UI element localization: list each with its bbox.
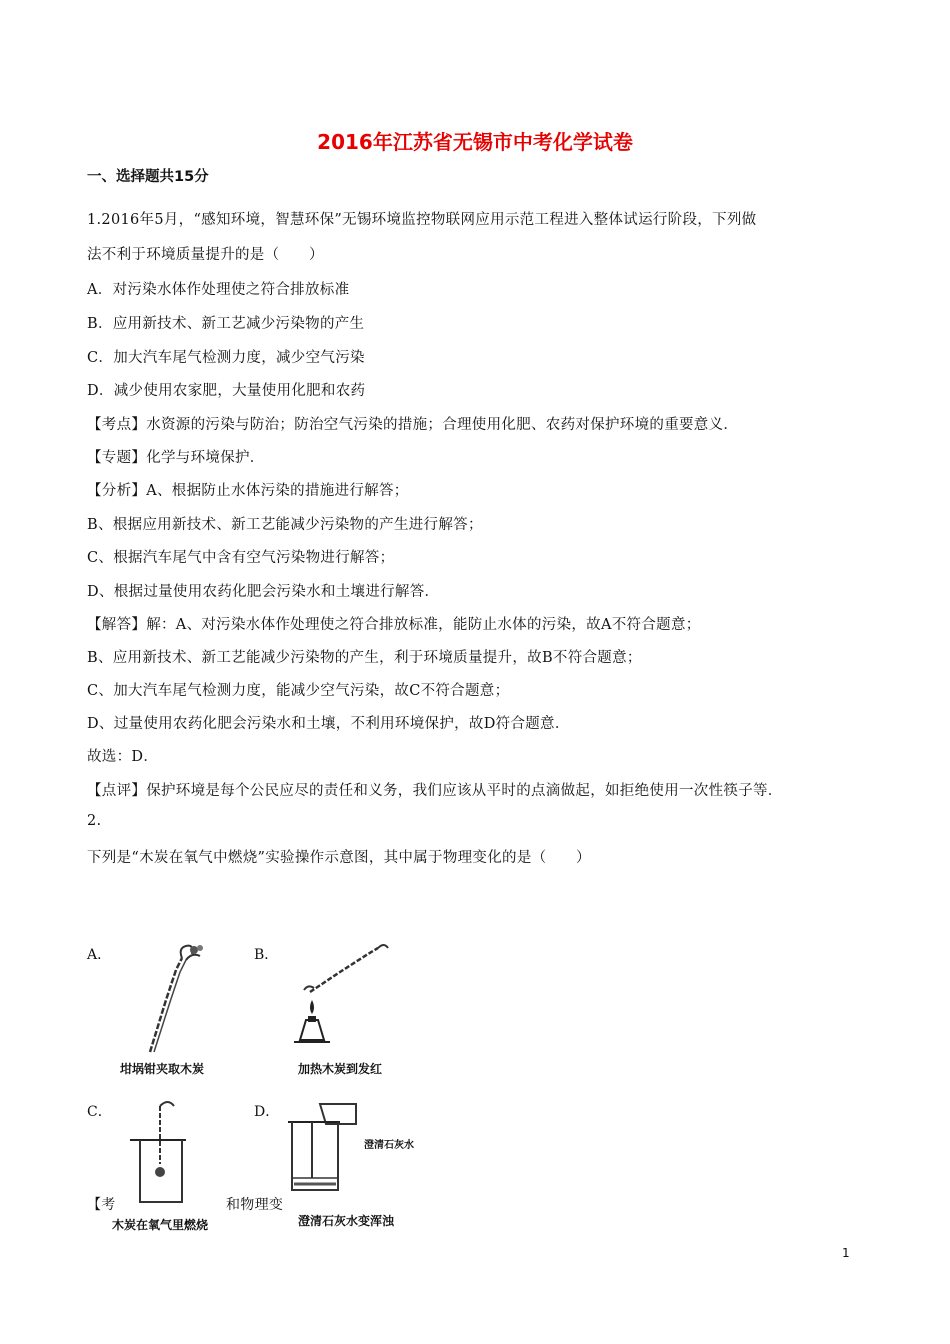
alcohol-lamp-icon [290,940,410,1050]
q1-option-a: A．对污染水体作处理使之符合排放标准 [87,282,350,298]
q1-zhuanti: 【专题】化学与环境保护． [87,450,265,466]
obscured-text-left: 【考 [87,1197,116,1213]
q1-jieda-b: B、应用新技术、新工艺能减少污染物的产生，利于环境质量提升，故B不符合题意； [87,650,642,666]
tongs-icon [108,940,236,1058]
q1-dianping: 【点评】保护环境是每个公民应尽的责任和义务，我们应该从平时的点滴做起，如拒绝使用一次性筷子等． [87,783,783,799]
figure-c-caption: 木炭在氧气里燃烧 [112,1218,209,1232]
q1-option-b: B．应用新技术、新工艺减少污染物的产生 [87,316,365,332]
obscured-text-right: 和物理变 [226,1197,284,1213]
q1-stem-line1: 1.2016年5月，“感知环境，智慧环保”无锡环境监控物联网应用示范工程进入整体试运行阶段，下列做 [87,212,757,228]
figure-a-caption: 坩埚钳夹取木炭 [120,1062,205,1076]
figure-d-limewater [282,1098,362,1202]
page-number: 1 [842,1246,850,1260]
q1-jieda-d: D、过量使用农药化肥会污染水和土壤，不利用环境保护，故D符合题意． [87,716,570,732]
figure-b-heating [290,940,410,1050]
q1-option-c: C．加大汽车尾气检测力度，减少空气污染 [87,350,365,366]
q1-fenxi-b: B、根据应用新技术、新工艺能减少污染物的产生进行解答； [87,517,483,533]
q2-label-b: B． [254,947,279,963]
figure-a-tongs [108,940,236,1058]
figure-d-side-label: 澄清石灰水 [364,1140,414,1151]
q2-label-c: C． [87,1104,112,1120]
q1-answer: 故选：D． [87,749,159,765]
q2-number: 2. [87,813,102,829]
figure-c-oxygen-jar [124,1098,214,1210]
q1-fenxi-d: D、根据过量使用农药化肥会污染水和土壤进行解答． [87,584,440,600]
q1-fenxi: 【分析】A、根据防止水体污染的措施进行解答； [87,483,409,499]
section-heading: 一、选择题共15分 [87,169,209,185]
gas-jar-icon [124,1098,214,1210]
figure-d-caption: 澄清石灰水变浑浊 [298,1214,395,1228]
q1-fenxi-c: C、根据汽车尾气中含有空气污染物进行解答； [87,550,395,566]
page-title: 2016年江苏省无锡市中考化学试卷 [317,130,633,154]
q1-stem-line2: 法不利于环境质量提升的是（ ） [87,247,324,263]
q1-option-d: D．减少使用农家肥，大量使用化肥和农药 [87,383,366,399]
q2-label-d: D． [254,1104,280,1120]
q2-label-a: A． [87,947,112,963]
q2-stem: 下列是“木炭在氧气中燃烧”实验操作示意图，其中属于物理变化的是（ ） [87,850,591,866]
q1-jieda-c: C、加大汽车尾气检测力度，能减少空气污染，故C不符合题意； [87,683,510,699]
q1-kaodian: 【考点】水资源的污染与防治；防治空气污染的措施；合理使用化肥、农药对保护环境的重要意义． [87,417,739,433]
figure-b-caption: 加热木炭到发红 [298,1062,383,1076]
q1-jieda: 【解答】解：A、对污染水体作处理使之符合排放标准，能防止水体的污染，故A不符合题意； [87,617,701,633]
beaker-pour-icon [282,1098,362,1202]
